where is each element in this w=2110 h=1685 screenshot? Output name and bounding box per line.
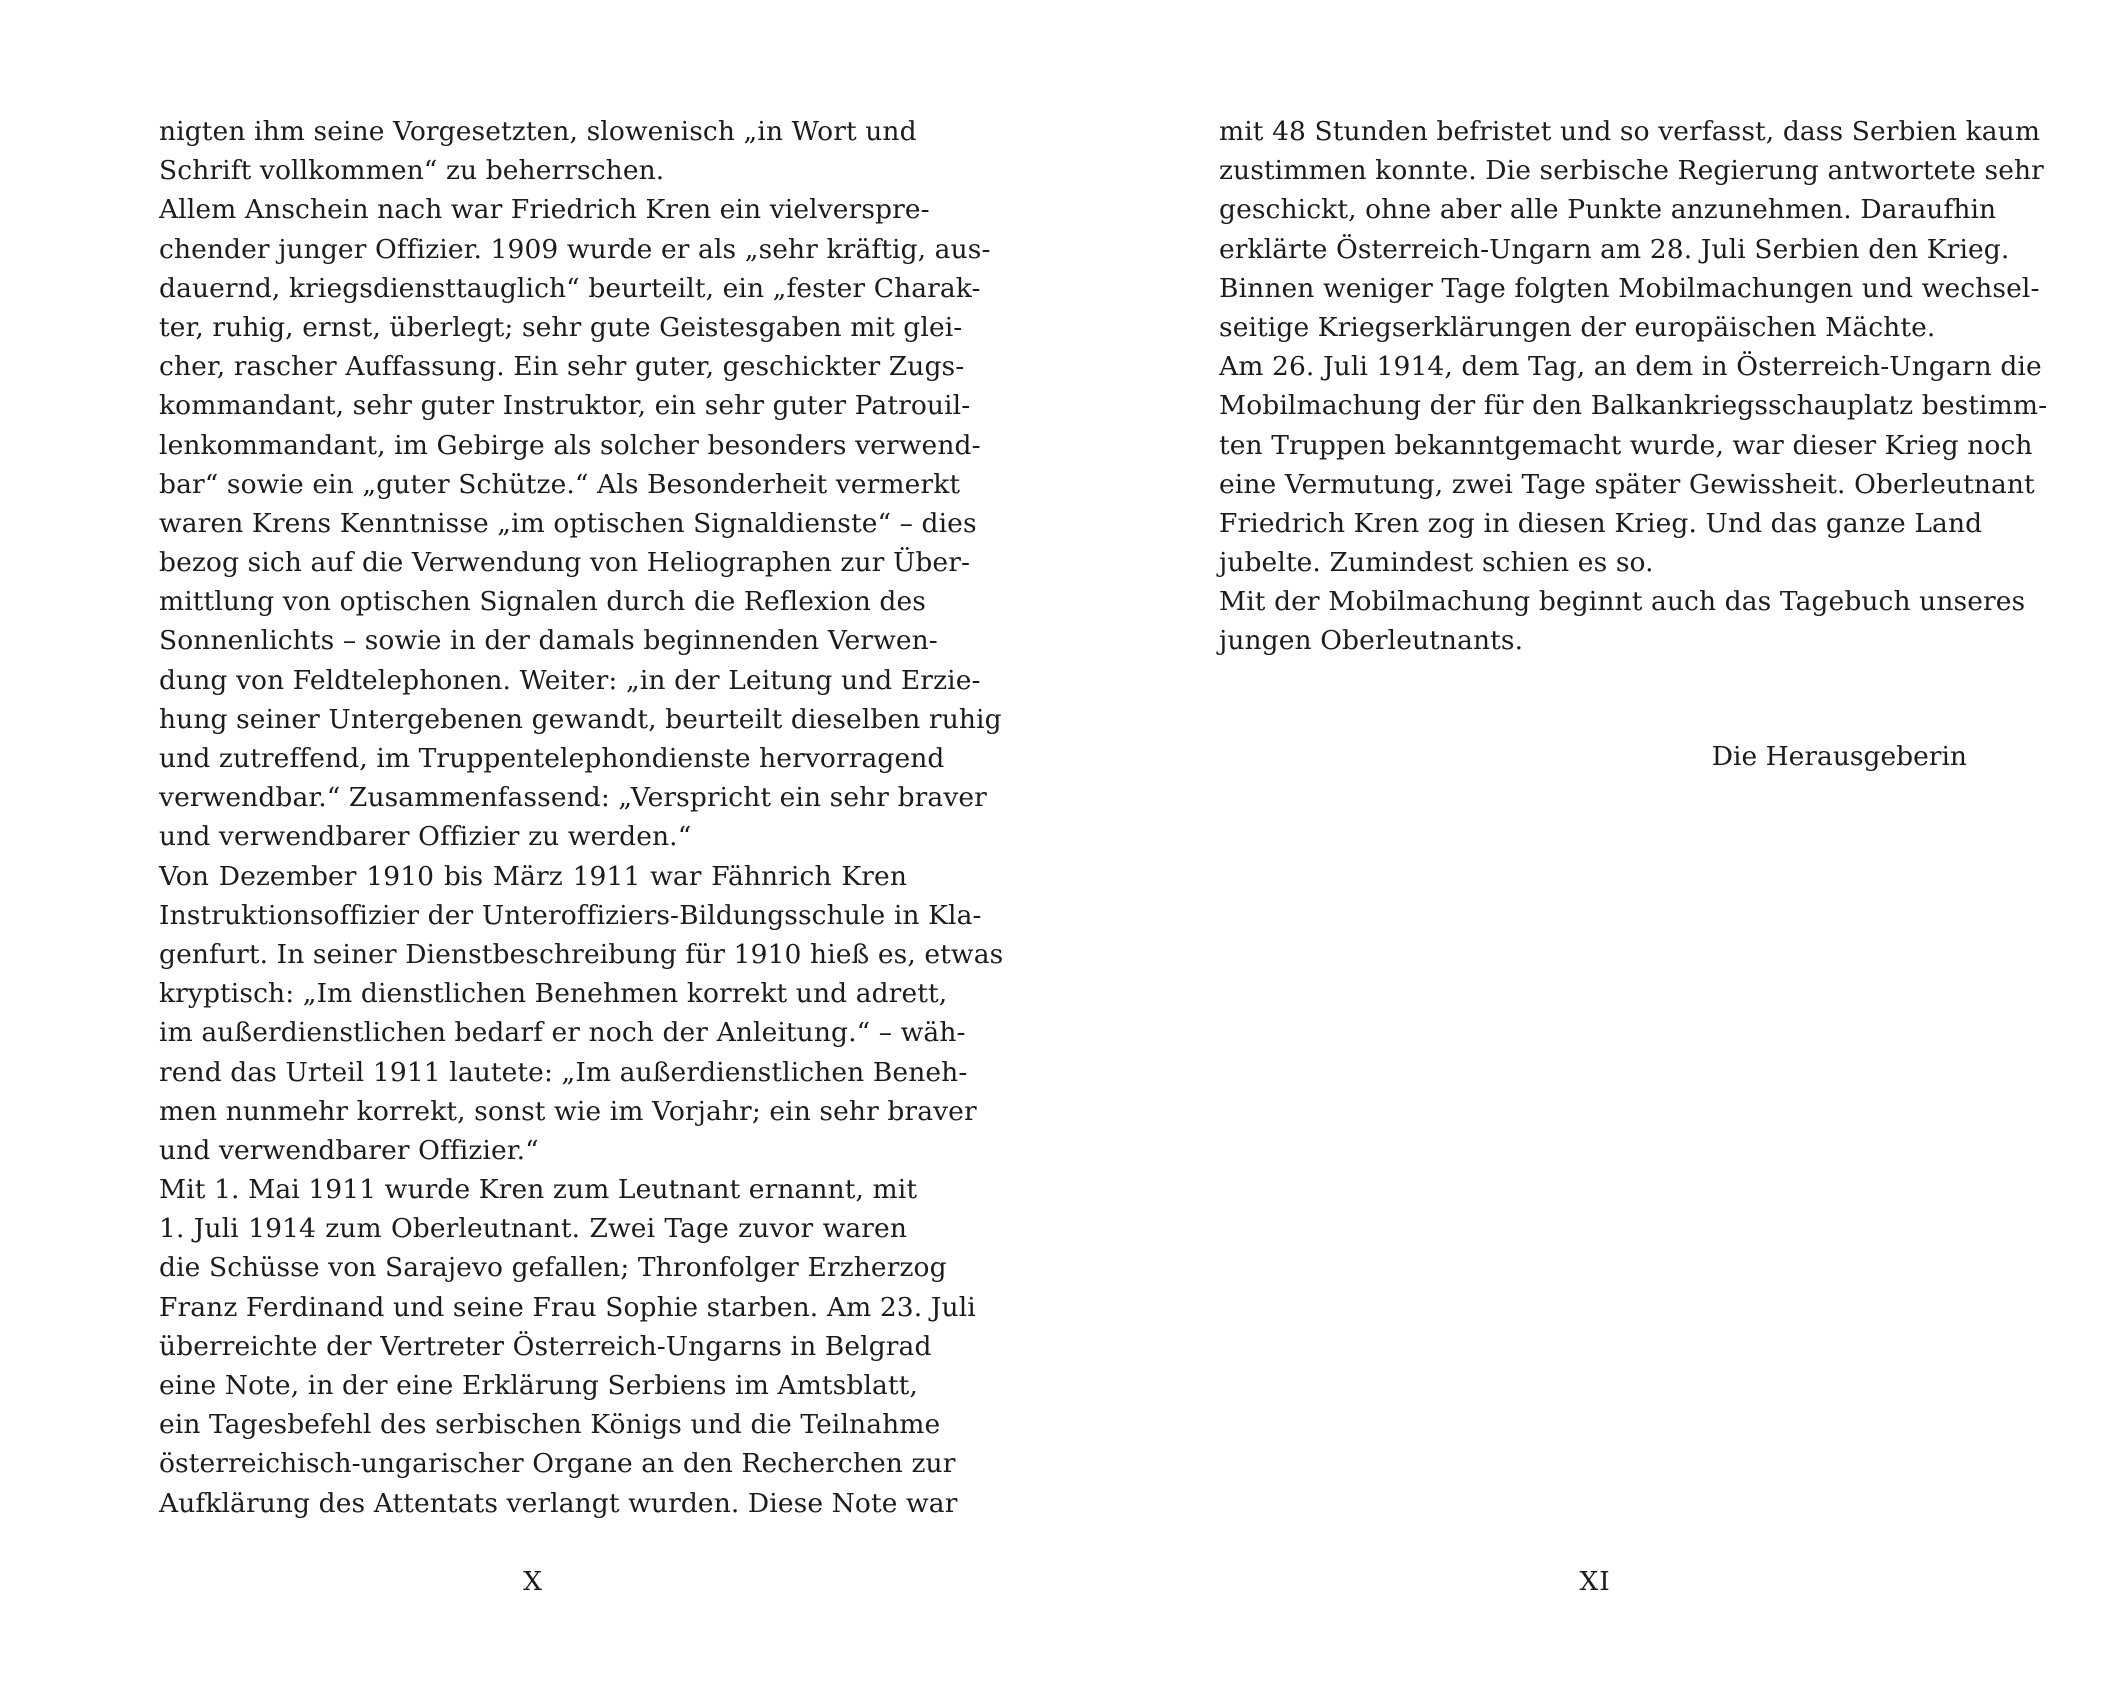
right-page-text: [1219, 112, 2048, 661]
text-line: bar“ sowie ein „guter Schütze.“ Als Besonderheit vermerkt: [159, 468, 961, 500]
text-line: ein Tagesbefehl des serbischen Königs und die Teilnahme: [159, 1409, 941, 1441]
text-line: Instruktionsoffizier der Unteroffiziers-Bildungsschule in Kla-: [159, 899, 982, 931]
text-line: kommandant, sehr guter Instruktor, ein sehr guter Patrouil-: [159, 390, 971, 422]
text-line: Schrift vollkommen“ zu beherrschen.: [159, 155, 665, 187]
text-line: 1. Juli 1914 zum Oberleutnant. Zwei Tage zuvor waren: [159, 1213, 907, 1245]
text-line: und zutreffend, im Truppentelephondienste hervorragend: [159, 743, 945, 774]
text-line: ter, ruhig, ernst, überlegt; sehr gute Geistesgaben mit glei-: [159, 311, 963, 343]
text-line: jungen Oberleutnants.: [1219, 625, 1524, 657]
text-line: mit 48 Stunden befristet und so verfasst, dass Serbien kaum: [1219, 116, 2041, 147]
text-line: überreichte der Vertreter Österreich-Ungarns in Belgrad: [159, 1330, 932, 1362]
right-page: [1055, 0, 2110, 1685]
text-line: men nunmehr korrekt, sonst wie im Vorjahr; ein sehr braver: [159, 1095, 977, 1127]
left-page-text: [159, 112, 1004, 1523]
text-line: ten Truppen bekanntgemacht wurde, war dieser Krieg noch: [1219, 429, 2033, 461]
text-line: verwendbar.“ Zusammenfassend: „Verspricht ein sehr braver: [159, 782, 987, 814]
text-line: Mobilmachung der für den Balkankriegsschauplatz bestimm-: [1219, 390, 2048, 422]
text-line: jubelte. Zumindest schien es so.: [1219, 547, 1654, 579]
text-line: die Schüsse von Sarajevo gefallen; Thronfolger Erzherzog: [159, 1252, 947, 1284]
left-page-number: X: [523, 1566, 543, 1597]
text-line: Franz Ferdinand und seine Frau Sophie starben. Am 23. Juli: [159, 1291, 976, 1323]
text-line: österreichisch-ungarischer Organe an den Recherchen zur: [159, 1448, 956, 1480]
text-line: Mit 1. Mai 1911 wurde Kren zum Leutnant ernannt, mit: [159, 1174, 918, 1206]
text-line: Von Dezember 1910 bis März 1911 war Fähnrich Kren: [159, 860, 907, 892]
text-line: eine Vermutung, zwei Tage später Gewissheit. Oberleutnant: [1219, 468, 2035, 500]
text-line: Am 26. Juli 1914, dem Tag, an dem in Österreich-Ungarn die: [1219, 351, 2042, 383]
text-line: chender junger Offizier. 1909 wurde er als „sehr kräftig, aus-: [159, 233, 991, 265]
text-line: eine Note, in der eine Erklärung Serbiens im Amtsblatt,: [159, 1370, 918, 1401]
text-line: lenkommandant, im Gebirge als solcher besonders verwend-: [159, 429, 981, 461]
text-line: kryptisch: „Im dienstlichen Benehmen korrekt und adrett,: [159, 978, 948, 1010]
text-line: und verwendbarer Offizier.“: [159, 1134, 539, 1166]
right-page-number: XI: [1579, 1566, 1611, 1597]
text-line: dauernd, kriegsdiensttauglich“ beurteilt, ein „fester Charak-: [159, 272, 981, 304]
text-line: nigten ihm seine Vorgesetzten, slowenisch „in Wort und: [159, 116, 917, 147]
text-line: bezog sich auf die Verwendung von Heliographen zur Über-: [159, 547, 971, 579]
text-line: im außerdienstlichen bedarf er noch der Anleitung.“ – wäh-: [159, 1017, 966, 1049]
text-line: Mit der Mobilmachung beginnt auch das Tagebuch unseres: [1219, 586, 2026, 618]
text-line: dung von Feldtelephonen. Weiter: „in der Leitung und Erzie-: [159, 664, 981, 696]
text-line: genfurt. In seiner Dienstbeschreibung für 1910 hieß es, etwas: [159, 938, 1004, 970]
text-line: seitige Kriegserklärungen der europäischen Mächte.: [1219, 311, 1936, 343]
text-line: mittlung von optischen Signalen durch die Reflexion des: [159, 586, 926, 618]
text-line: Friedrich Kren zog in diesen Krieg. Und das ganze Land: [1219, 507, 1983, 539]
text-line: waren Krens Kenntnisse „im optischen Signaldienste“ – dies: [159, 507, 977, 539]
text-line: Binnen weniger Tage folgten Mobilmachungen und wechsel-: [1219, 272, 2040, 304]
text-line: rend das Urteil 1911 lautete: „Im außerdienstlichen Beneh-: [159, 1056, 968, 1088]
signature: Die Herausgeberin: [1711, 741, 1967, 772]
text-line: Sonnenlichts – sowie in der damals beginnenden Verwen-: [159, 625, 938, 657]
text-line: und verwendbarer Offizier zu werden.“: [159, 821, 692, 853]
text-line: hung seiner Untergebenen gewandt, beurteilt dieselben ruhig: [159, 703, 1002, 735]
text-line: geschickt, ohne aber alle Punkte anzunehmen. Daraufhin: [1219, 194, 1997, 226]
text-line: Allem Anschein nach war Friedrich Kren ein vielverspre-: [159, 194, 930, 226]
text-line: erklärte Österreich-Ungarn am 28. Juli Serbien den Krieg.: [1219, 233, 2010, 265]
text-line: cher, rascher Auffassung. Ein sehr guter, geschickter Zugs-: [159, 351, 965, 383]
text-line: zustimmen konnte. Die serbische Regierung antwortete sehr: [1219, 155, 2044, 187]
text-line: Aufklärung des Attentats verlangt wurden. Diese Note war: [159, 1487, 958, 1519]
